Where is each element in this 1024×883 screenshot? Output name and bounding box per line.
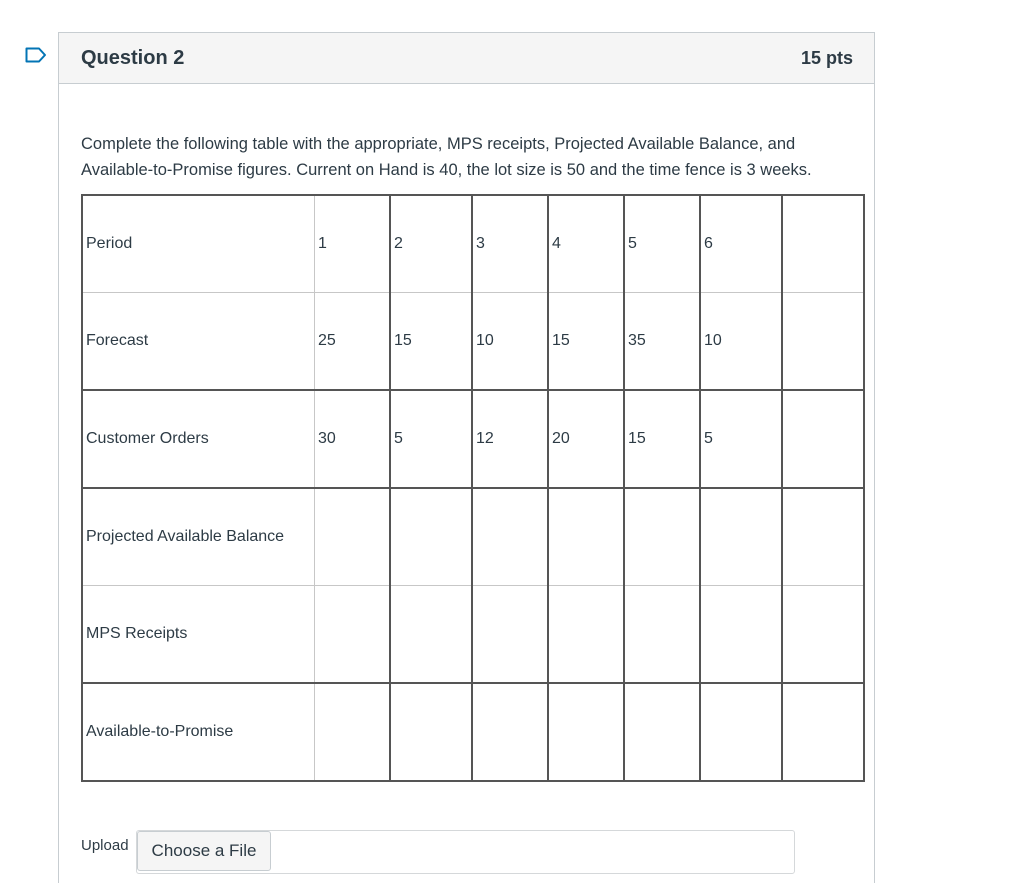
- table-row: [82, 195, 864, 293]
- table-cell: [548, 683, 624, 781]
- table-cell: [782, 390, 864, 488]
- table-cell: [472, 488, 548, 586]
- table-cell: [700, 488, 782, 586]
- question-card: [58, 32, 875, 883]
- table-cell: [782, 586, 864, 684]
- question-header: [59, 33, 874, 84]
- upload-label: Upload: [81, 837, 129, 854]
- table-cell: [700, 683, 782, 781]
- table-cell: [624, 586, 700, 684]
- table-row: [82, 390, 864, 488]
- table-cell: 10: [472, 293, 548, 391]
- row-label: Customer Orders: [82, 390, 315, 488]
- table-cell: [624, 683, 700, 781]
- table-cell: [315, 683, 391, 781]
- table-row: [82, 293, 864, 391]
- table-cell: 15: [390, 293, 472, 391]
- table-cell: [472, 683, 548, 781]
- table-cell: 3: [472, 195, 548, 293]
- table-cell: 6: [700, 195, 782, 293]
- table-cell: 5: [624, 195, 700, 293]
- table-cell: 4: [548, 195, 624, 293]
- table-cell: [700, 586, 782, 684]
- table-cell: [390, 683, 472, 781]
- table-cell: 35: [624, 293, 700, 391]
- table-cell: 1: [315, 195, 391, 293]
- table-cell: 15: [624, 390, 700, 488]
- table-cell: 10: [700, 293, 782, 391]
- table-cell: 2: [390, 195, 472, 293]
- question-text: Complete the following table with the appropriate, MPS receipts, Projected Available Balance, and Available-to-Promise figures. Current on Hand is 40, the lot size is 50 and the time fence is 3 weeks.: [81, 135, 812, 179]
- table-cell: [624, 488, 700, 586]
- table-cell: [390, 586, 472, 684]
- table-cell: 5: [390, 390, 472, 488]
- table-cell: 12: [472, 390, 548, 488]
- table-cell: 25: [315, 293, 391, 391]
- table-cell: [548, 488, 624, 586]
- table-cell: [390, 488, 472, 586]
- table-cell: [782, 195, 864, 293]
- choose-file-button[interactable]: Choose a File: [137, 831, 271, 871]
- table-row: [82, 586, 864, 684]
- question-title: Question 2: [81, 47, 185, 69]
- row-label: MPS Receipts: [82, 586, 315, 684]
- file-upload-field[interactable]: [136, 830, 795, 874]
- table-cell: 30: [315, 390, 391, 488]
- table-cell: [472, 586, 548, 684]
- table-cell: [548, 586, 624, 684]
- table-row: [82, 683, 864, 781]
- row-label: Available-to-Promise: [82, 683, 315, 781]
- table-row: [82, 488, 864, 586]
- table-cell: 20: [548, 390, 624, 488]
- question-points: 15 pts: [800, 48, 853, 68]
- table-cell: [782, 683, 864, 781]
- table-cell: [315, 586, 391, 684]
- row-label: Projected Available Balance: [82, 488, 315, 586]
- table-cell: 15: [548, 293, 624, 391]
- table-cell: [315, 488, 391, 586]
- bookmark-flag-icon[interactable]: [25, 47, 47, 63]
- row-label: Period: [82, 195, 315, 293]
- table-cell: [782, 293, 864, 391]
- table-cell: [782, 488, 864, 586]
- row-label: Forecast: [82, 293, 315, 391]
- mps-table: [81, 194, 865, 782]
- table-cell: 5: [700, 390, 782, 488]
